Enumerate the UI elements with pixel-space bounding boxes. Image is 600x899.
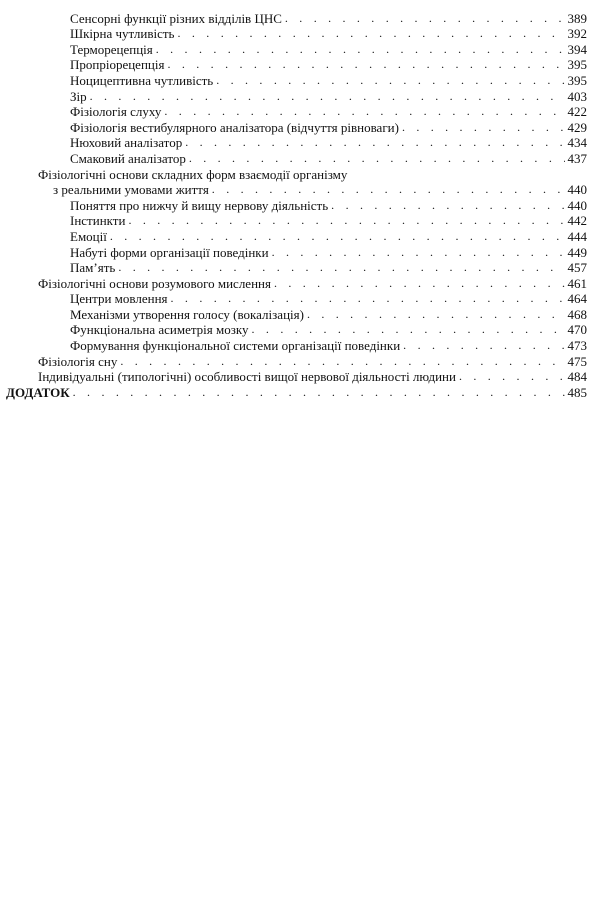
toc-entry: [0, 88, 587, 104]
toc-entry-page: 475: [567, 353, 587, 369]
dot-leader: [252, 322, 565, 337]
toc-entry: [0, 197, 587, 213]
toc-entry-title: Емоції: [70, 228, 107, 244]
toc-entry-title: Фізіологія вестибулярного аналізатора (відчуття рівноваги): [70, 119, 399, 135]
dot-leader: [118, 260, 565, 275]
toc-entry-title: Інстинкти: [70, 213, 126, 229]
toc-entry: [0, 291, 587, 307]
toc-entry-page: 429: [567, 119, 587, 135]
dot-leader: [459, 369, 565, 384]
toc-entry-title: Пропріорецепція: [70, 57, 165, 73]
toc-entry-page: 394: [567, 41, 587, 57]
dot-leader: [178, 26, 566, 41]
toc-entry: [0, 213, 587, 229]
toc-entry-title: ДОДАТОК: [6, 384, 70, 400]
toc-entry: [0, 10, 587, 26]
toc-entry-title: Функціональна асиметрія мозку: [70, 322, 249, 338]
toc-entry-page: 468: [567, 306, 587, 322]
dot-leader: [274, 276, 565, 291]
toc-entry-title: Шкірна чутливість: [70, 26, 175, 42]
toc-entry-title: з реальними умовами життя: [53, 182, 209, 198]
toc-entry-title: Фізіологія слуху: [70, 104, 162, 120]
toc-entry: [0, 119, 587, 135]
toc-entry: [0, 57, 587, 73]
dot-leader: [402, 120, 565, 135]
dot-leader: [164, 104, 565, 119]
dot-leader: [331, 198, 565, 213]
toc-entry-title: Фізіологія сну: [38, 353, 118, 369]
toc-entry-page: 464: [567, 291, 587, 307]
toc-entry-title: Поняття про нижчу й вищу нервову діяльність: [70, 197, 329, 213]
toc-entry-page: 473: [567, 338, 587, 354]
toc-entry-title: Механізми утворення голосу (вокалізація): [70, 306, 304, 322]
toc-entry: [0, 41, 587, 57]
toc-entry: [0, 182, 587, 198]
dot-leader: [156, 42, 565, 57]
toc-entry: [0, 135, 587, 151]
toc-entry-page: 449: [567, 244, 587, 260]
toc-entry-page: 461: [567, 275, 587, 291]
toc-entry-title: Фізіологічні основи складних форм взаємодії організму: [38, 166, 348, 182]
dot-leader: [73, 385, 565, 400]
dot-leader: [285, 11, 565, 26]
dot-leader: [272, 245, 565, 260]
dot-leader: [307, 307, 565, 322]
toc-entry-page: 485: [567, 384, 587, 400]
toc-entry-page: 395: [567, 72, 587, 88]
toc-entry-title: Зір: [70, 88, 87, 104]
table-of-contents: [0, 10, 600, 400]
dot-leader: [185, 135, 565, 150]
toc-entry: [0, 104, 587, 120]
toc-entry: [0, 150, 587, 166]
toc-entry-title: Нюховий аналізатор: [70, 135, 183, 151]
toc-entry-page: 470: [567, 322, 587, 338]
toc-entry-page: 434: [567, 135, 587, 151]
dot-leader: [212, 182, 565, 197]
dot-leader: [110, 229, 565, 244]
toc-entry: [0, 353, 587, 369]
toc-entry-title: Центри мовлення: [70, 291, 168, 307]
toc-entry: [0, 244, 587, 260]
toc-entry: [0, 306, 587, 322]
toc-entry-title: Набуті форми організації поведінки: [70, 244, 269, 260]
toc-entry-page: 457: [567, 260, 587, 276]
toc-entry-page: 444: [567, 228, 587, 244]
toc-entry-page: 440: [567, 182, 587, 198]
toc-entry: [0, 72, 587, 88]
toc-entry-title: Смаковий аналізатор: [70, 150, 186, 166]
toc-entry-page: 403: [567, 88, 587, 104]
dot-leader: [120, 354, 565, 369]
toc-entry-title: Індивідуальні (типологічні) особливості вищої нервової діяльності людини: [38, 369, 456, 385]
toc-entry: [0, 369, 587, 385]
toc-entry-page: 422: [567, 104, 587, 120]
toc-entry-page: 484: [567, 369, 587, 385]
toc-entry: [0, 166, 587, 182]
toc-entry-page: 395: [567, 57, 587, 73]
toc-entry: [0, 275, 587, 291]
dot-leader: [189, 151, 565, 166]
toc-entry-title: Фізіологічні основи розумового мислення: [38, 275, 271, 291]
dot-leader: [128, 213, 565, 228]
dot-leader: [171, 291, 565, 306]
toc-entry-page: 392: [567, 26, 587, 42]
toc-entry-title: Терморецепція: [70, 41, 153, 57]
dot-leader: [167, 57, 565, 72]
toc-entry: [0, 384, 587, 400]
toc-entry-page: 440: [567, 197, 587, 213]
toc-entry-page: 437: [567, 150, 587, 166]
dot-leader: [90, 89, 565, 104]
toc-entry: [0, 322, 587, 338]
toc-entry: [0, 260, 587, 276]
dot-leader: [216, 73, 565, 88]
toc-entry-title: Пам’ять: [70, 260, 116, 276]
toc-entry: [0, 228, 587, 244]
toc-entry-page: 389: [567, 10, 587, 26]
toc-entry-page: 442: [567, 213, 587, 229]
toc-entry: [0, 337, 587, 353]
toc-entry-title: Сенсорні функції різних відділів ЦНС: [70, 10, 282, 26]
dot-leader: [403, 338, 565, 353]
toc-entry-title: Формування функціональної системи організації поведінки: [70, 338, 401, 354]
toc-entry-title: Ноцицептивна чутливість: [70, 72, 214, 88]
toc-entry: [0, 26, 587, 42]
